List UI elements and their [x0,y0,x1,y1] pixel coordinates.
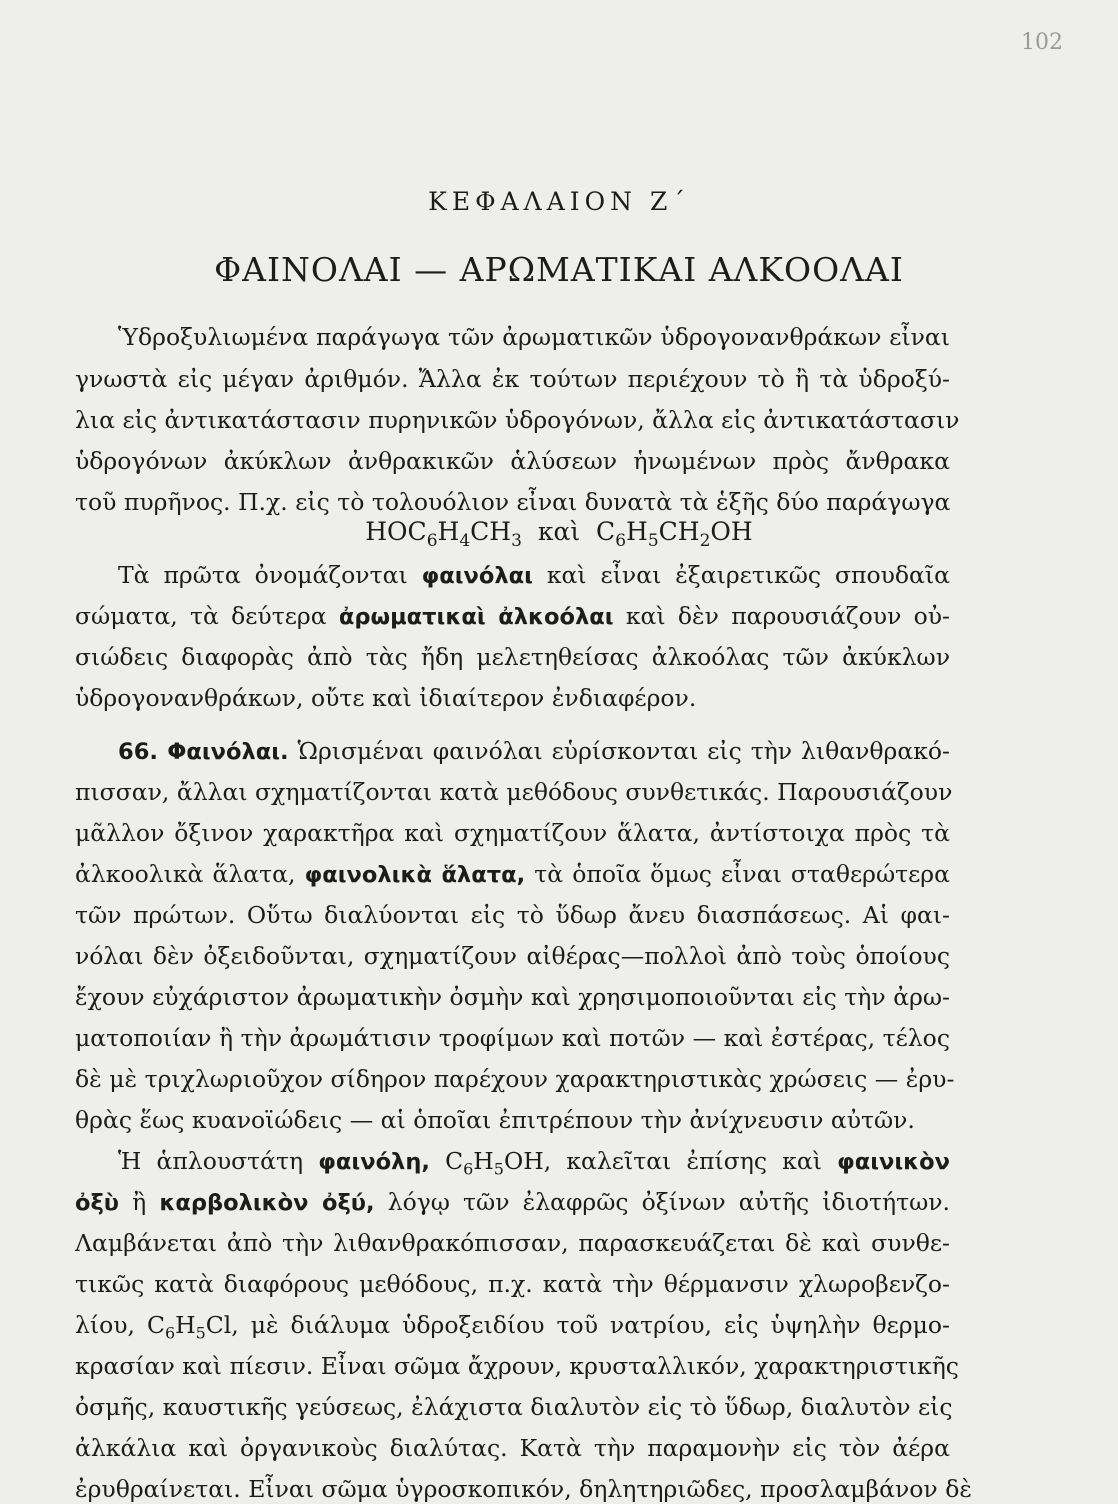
paragraph-line: θρὰς ἕως κυανοϊώδεις — αἱ ὁποῖαι ἐπιτρέπουν τὴν ἀνίχνευσιν αὐτῶν. [75,1106,915,1134]
paragraph-line: πισσαν, ἄλλαι σχηματίζονται κατὰ μεθόδους συνθετικάς. Παρουσιάζουν [75,778,953,806]
paragraph-line: ἀλκάλια καὶ ὀργανικοὺς διαλύτας. Κατὰ τὴν παραμονὴν εἰς τὸν ἀέρα [75,1434,950,1462]
paragraph-line: γνωστὰ εἰς μέγαν ἀριθμόν. Ἄλλα ἐκ τούτων περιέχουν τὸ ἢ τὰ ὑδροξύ- [75,365,950,393]
paragraph-line: δὲ μὲ τριχλωριοῦχον σίδηρον παρέχουν χαρακτηριστικὰς χρώσεις — ἐρυ- [75,1065,955,1093]
formula-line: $HOC_6H_4CH_3$ καὶ $C_6H_5CH_2OH$ [365,517,753,551]
paragraph-line: ὀσμῆς, καυστικῆς γεύσεως, ἐλάχιστα διαλυτὸν εἰς τὸ ὕδωρ, διαλυτὸν εἰς [75,1393,953,1421]
chapter-title: ΦΑΙΝΟΛΑΙ — ΑΡΩΜΑΤΙΚΑΙ ΑΛΚΟΟΛΑΙ [214,250,904,289]
paragraph-line: ὀξὺ ἢ καρβολικὸν ὀξύ, λόγῳ τῶν ἐλαφρῶς ὀξίνων αὐτῆς ἰδιοτήτων. [75,1188,950,1216]
paragraph-line: λια εἰς ἀντικατάστασιν πυρηνικῶν ὑδρογόνων, ἄλλα εἰς ἀντικατάστασιν [75,406,960,434]
paragraph-line: ὑδρογονανθράκων, οὔτε καὶ ἰδιαίτερον ἐνδιαφέρον. [75,684,697,712]
paragraph-line: τοῦ πυρῆνος. Π.χ. εἰς τὸ τολουόλιον εἶναι δυνατὰ τὰ ἑξῆς δύο παράγωγα [75,488,951,516]
paragraph-line: σώματα, τὰ δεύτερα ἀρωματικαὶ ἀλκοόλαι καὶ δὲν παρουσιάζουν οὐ- [75,602,950,630]
paragraph-line: ματοποιίαν ἢ τὴν ἀρωμάτισιν τροφίμων καὶ ποτῶν — καὶ ἐστέρας, τέλος [75,1024,950,1052]
paragraph-line: μᾶλλον ὄξινον χαρακτῆρα καὶ σχηματίζουν ἅλατα, ἀντίστοιχα πρὸς τὰ [75,819,950,847]
paragraph-line: λίου, $C_6H_5Cl$, μὲ διάλυμα ὑδροξειδίου τοῦ νατρίου, εἰς ὑψηλὴν θερμο- [75,1311,950,1343]
paragraph-line: Τὰ πρῶτα ὀνομάζονται φαινόλαι καὶ εἶναι ἐξαιρετικῶς σπουδαῖα [118,561,950,589]
paragraph-line: Ὑδροξυλιωμένα παράγωγα τῶν ἀρωματικῶν ὑδρογονανθράκων εἶναι [118,323,950,351]
paragraph-line: κρασίαν καὶ πίεσιν. Εἶναι σῶμα ἄχρουν, κρυσταλλικόν, χαρακτηριστικῆς [75,1352,959,1380]
paragraph-line: ἐρυθραίνεται. Εἶναι σῶμα ὑγροσκοπικόν, δηλητηριῶδες, προσλαμβάνον δὲ [75,1475,972,1503]
chapter-label: ΚΕΦΑΛΑΙΟΝ Ζ΄ [428,187,690,216]
page-number: 102 [1021,30,1063,55]
paragraph-line: νόλαι δὲν ὀξειδοῦνται, σχηματίζουν αἰθέρας—πολλοὶ ἀπὸ τοὺς ὁποίους [75,942,950,970]
paragraph-line: ἔχουν εὐχάριστον ἀρωματικὴν ὀσμὴν καὶ χρησιμοποιοῦνται εἰς τὴν ἀρω- [75,983,950,1011]
paragraph-line: τῶν πρώτων. Οὕτω διαλύονται εἰς τὸ ὕδωρ ἄνευ διασπάσεως. Αἱ φαι- [75,901,950,929]
paragraph-line: ἀλκοολικὰ ἅλατα, φαινολικὰ ἅλατα, τὰ ὁποῖα ὅμως εἶναι σταθερώτερα [75,860,950,888]
paragraph-line: σιώδεις διαφορὰς ἀπὸ τὰς ἤδη μελετηθείσας ἀλκοόλας τῶν ἀκύκλων [75,643,950,671]
paragraph-line: τικῶς κατὰ διαφόρους μεθόδους, π.χ. κατὰ τὴν θέρμανσιν χλωροβενζο- [75,1270,950,1298]
paragraph-line: Λαμβάνεται ἀπὸ τὴν λιθανθρακόπισσαν, παρασκευάζεται δὲ καὶ συνθε- [75,1229,950,1257]
section-66-heading-line: 66. Φαινόλαι. Ὡρισμέναι φαινόλαι εὑρίσκονται εἰς τὴν λιθανθρακό- [118,737,950,765]
paragraph-line: ὑδρογόνων ἀκύκλων ἀνθρακικῶν ἁλύσεων ἡνωμένων πρὸς ἄνθρακα [75,447,950,475]
paragraph-line: Ἡ ἁπλουστάτη φαινόλη, $C_6H_5OH$, καλεῖται ἐπίσης καὶ φαινικὸν [118,1147,951,1179]
